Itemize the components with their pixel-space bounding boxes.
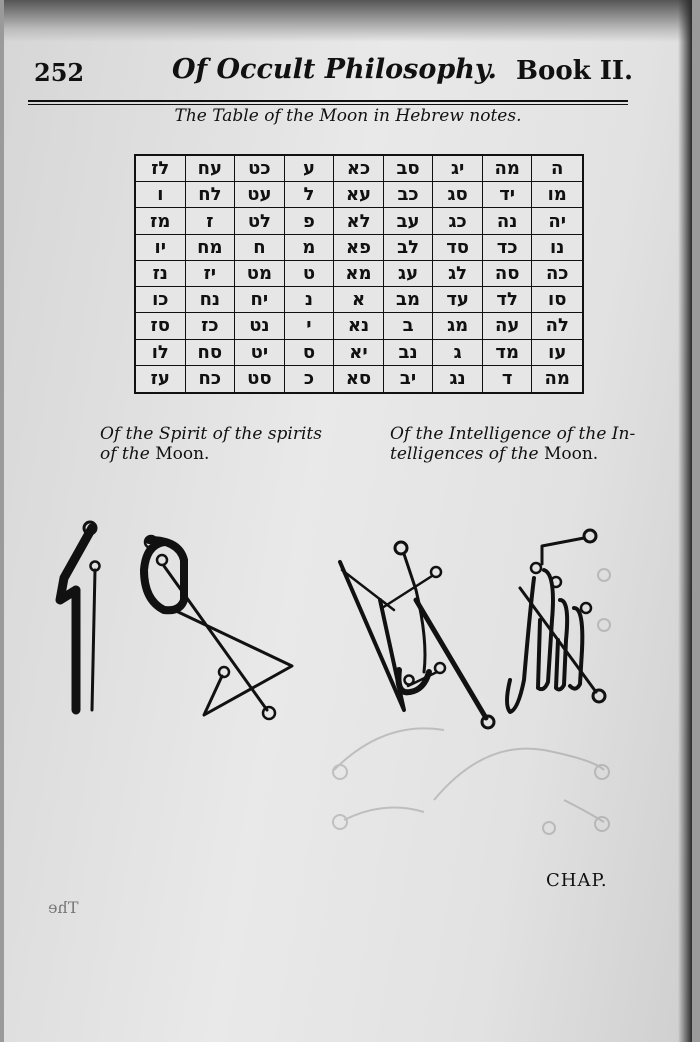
table-cell: לז xyxy=(136,156,186,182)
table-cell: יא xyxy=(334,340,384,366)
spirit-caption-line2: of the Moon. xyxy=(100,444,210,464)
table-cell: ט xyxy=(285,261,335,287)
table-cell: יב xyxy=(384,366,434,392)
table-cell: סה xyxy=(483,261,533,287)
table-cell: נה xyxy=(483,208,533,234)
table-cell: לג xyxy=(433,261,483,287)
table-cell: סט xyxy=(235,366,285,392)
table-cell: ל xyxy=(285,182,335,208)
table-cell: עג xyxy=(384,261,434,287)
table-cell: לח xyxy=(186,182,236,208)
header-rule xyxy=(28,100,628,102)
spirit-sigil-right xyxy=(144,536,292,719)
table-cell: עב xyxy=(384,208,434,234)
book-page xyxy=(4,0,692,1042)
running-header xyxy=(4,54,692,94)
table-cell: יו xyxy=(136,235,186,261)
table-cell: כד xyxy=(483,235,533,261)
catchword: CHAP. xyxy=(546,870,608,891)
table-cell: ח xyxy=(235,235,285,261)
table-cell: מו xyxy=(532,182,582,208)
spirit-sigil-left xyxy=(60,522,100,710)
table-cell: נט xyxy=(235,313,285,339)
table-cell: מז xyxy=(136,208,186,234)
spirit-caption-line1: Of the Spirit of the spirits xyxy=(100,424,322,444)
table-cell: עו xyxy=(532,340,582,366)
table-cell: כו xyxy=(136,287,186,313)
moon-sigils xyxy=(4,500,692,860)
table-cell: ד xyxy=(483,366,533,392)
table-cell: א xyxy=(334,287,384,313)
intelligence-caption xyxy=(390,424,650,464)
table-cell: מח xyxy=(186,235,236,261)
table-cell: נג xyxy=(433,366,483,392)
table-cell: עז xyxy=(136,366,186,392)
table-cell: ע xyxy=(285,156,335,182)
table-cell: לב xyxy=(384,235,434,261)
table-cell: עה xyxy=(483,313,533,339)
table-cell: כח xyxy=(186,366,236,392)
table-cell: מב xyxy=(384,287,434,313)
intelligence-sigil-left xyxy=(340,542,494,728)
table-cell: יה xyxy=(532,208,582,234)
table-cell: כז xyxy=(186,313,236,339)
table-cell: לו xyxy=(136,340,186,366)
table-cell: נח xyxy=(186,287,236,313)
table-cell: נב xyxy=(384,340,434,366)
book-label: Book II. xyxy=(516,56,634,86)
table-cell: לט xyxy=(235,208,285,234)
header-rule-thin xyxy=(28,104,628,105)
table-cell: כא xyxy=(334,156,384,182)
table-cell: פ xyxy=(285,208,335,234)
table-cell: לד xyxy=(483,287,533,313)
page-number: 252 xyxy=(34,58,85,87)
table-cell: מא xyxy=(334,261,384,287)
table-cell: מט xyxy=(235,261,285,287)
table-cell: מד xyxy=(483,340,533,366)
table-cell: יג xyxy=(433,156,483,182)
table-cell: סח xyxy=(186,340,236,366)
running-title: Of Occult Philosophy. xyxy=(172,54,497,85)
spirit-caption xyxy=(100,424,340,464)
table-cell: כב xyxy=(384,182,434,208)
intelligence-sigil-right xyxy=(507,530,605,712)
table-cell: עא xyxy=(334,182,384,208)
table-cell: סד xyxy=(433,235,483,261)
table-cell: י xyxy=(285,313,335,339)
table-cell: מ xyxy=(285,235,335,261)
table-cell: נו xyxy=(532,235,582,261)
table-cell: ג xyxy=(433,340,483,366)
table-cell: לה xyxy=(532,313,582,339)
table-cell: מג xyxy=(433,313,483,339)
intelligence-caption-line1: Of the Intelligence of the In- xyxy=(390,424,636,444)
table-cell: נ xyxy=(285,287,335,313)
table-cell: סג xyxy=(433,182,483,208)
table-cell: סז xyxy=(136,313,186,339)
table-cell: פא xyxy=(334,235,384,261)
table-cell: סא xyxy=(334,366,384,392)
moon-hebrew-table xyxy=(134,154,584,394)
intelligence-caption-line2: telligences of the Moon. xyxy=(390,444,599,464)
table-cell: נז xyxy=(136,261,186,287)
table-cell: כט xyxy=(235,156,285,182)
table-cell: סב xyxy=(384,156,434,182)
table-cell: ב xyxy=(384,313,434,339)
table-cell: נא xyxy=(334,313,384,339)
table-cell: מה xyxy=(544,368,570,390)
table-cell: יח xyxy=(235,287,285,313)
table-cell: יד xyxy=(483,182,533,208)
table-cell: ו xyxy=(136,182,186,208)
bleed-through-text: The xyxy=(48,898,79,917)
table-cell: עט xyxy=(235,182,285,208)
table-cell: ז xyxy=(186,208,236,234)
table-cell: עד xyxy=(433,287,483,313)
table-cell: סו xyxy=(532,287,582,313)
page-top-shadow xyxy=(4,0,692,42)
table-cell: מה xyxy=(483,156,533,182)
table-cell: כה xyxy=(532,261,582,287)
table-cell: ה xyxy=(532,156,582,182)
table-cell: יז xyxy=(186,261,236,287)
table-cell: כ xyxy=(285,366,335,392)
table-cell: כג xyxy=(433,208,483,234)
table-cell: לא xyxy=(334,208,384,234)
table-cell: עח xyxy=(186,156,236,182)
table-cell: ס xyxy=(285,340,335,366)
table-cell: יט xyxy=(235,340,285,366)
table-caption: The Table of the Moon in Hebrew notes. xyxy=(174,106,522,126)
